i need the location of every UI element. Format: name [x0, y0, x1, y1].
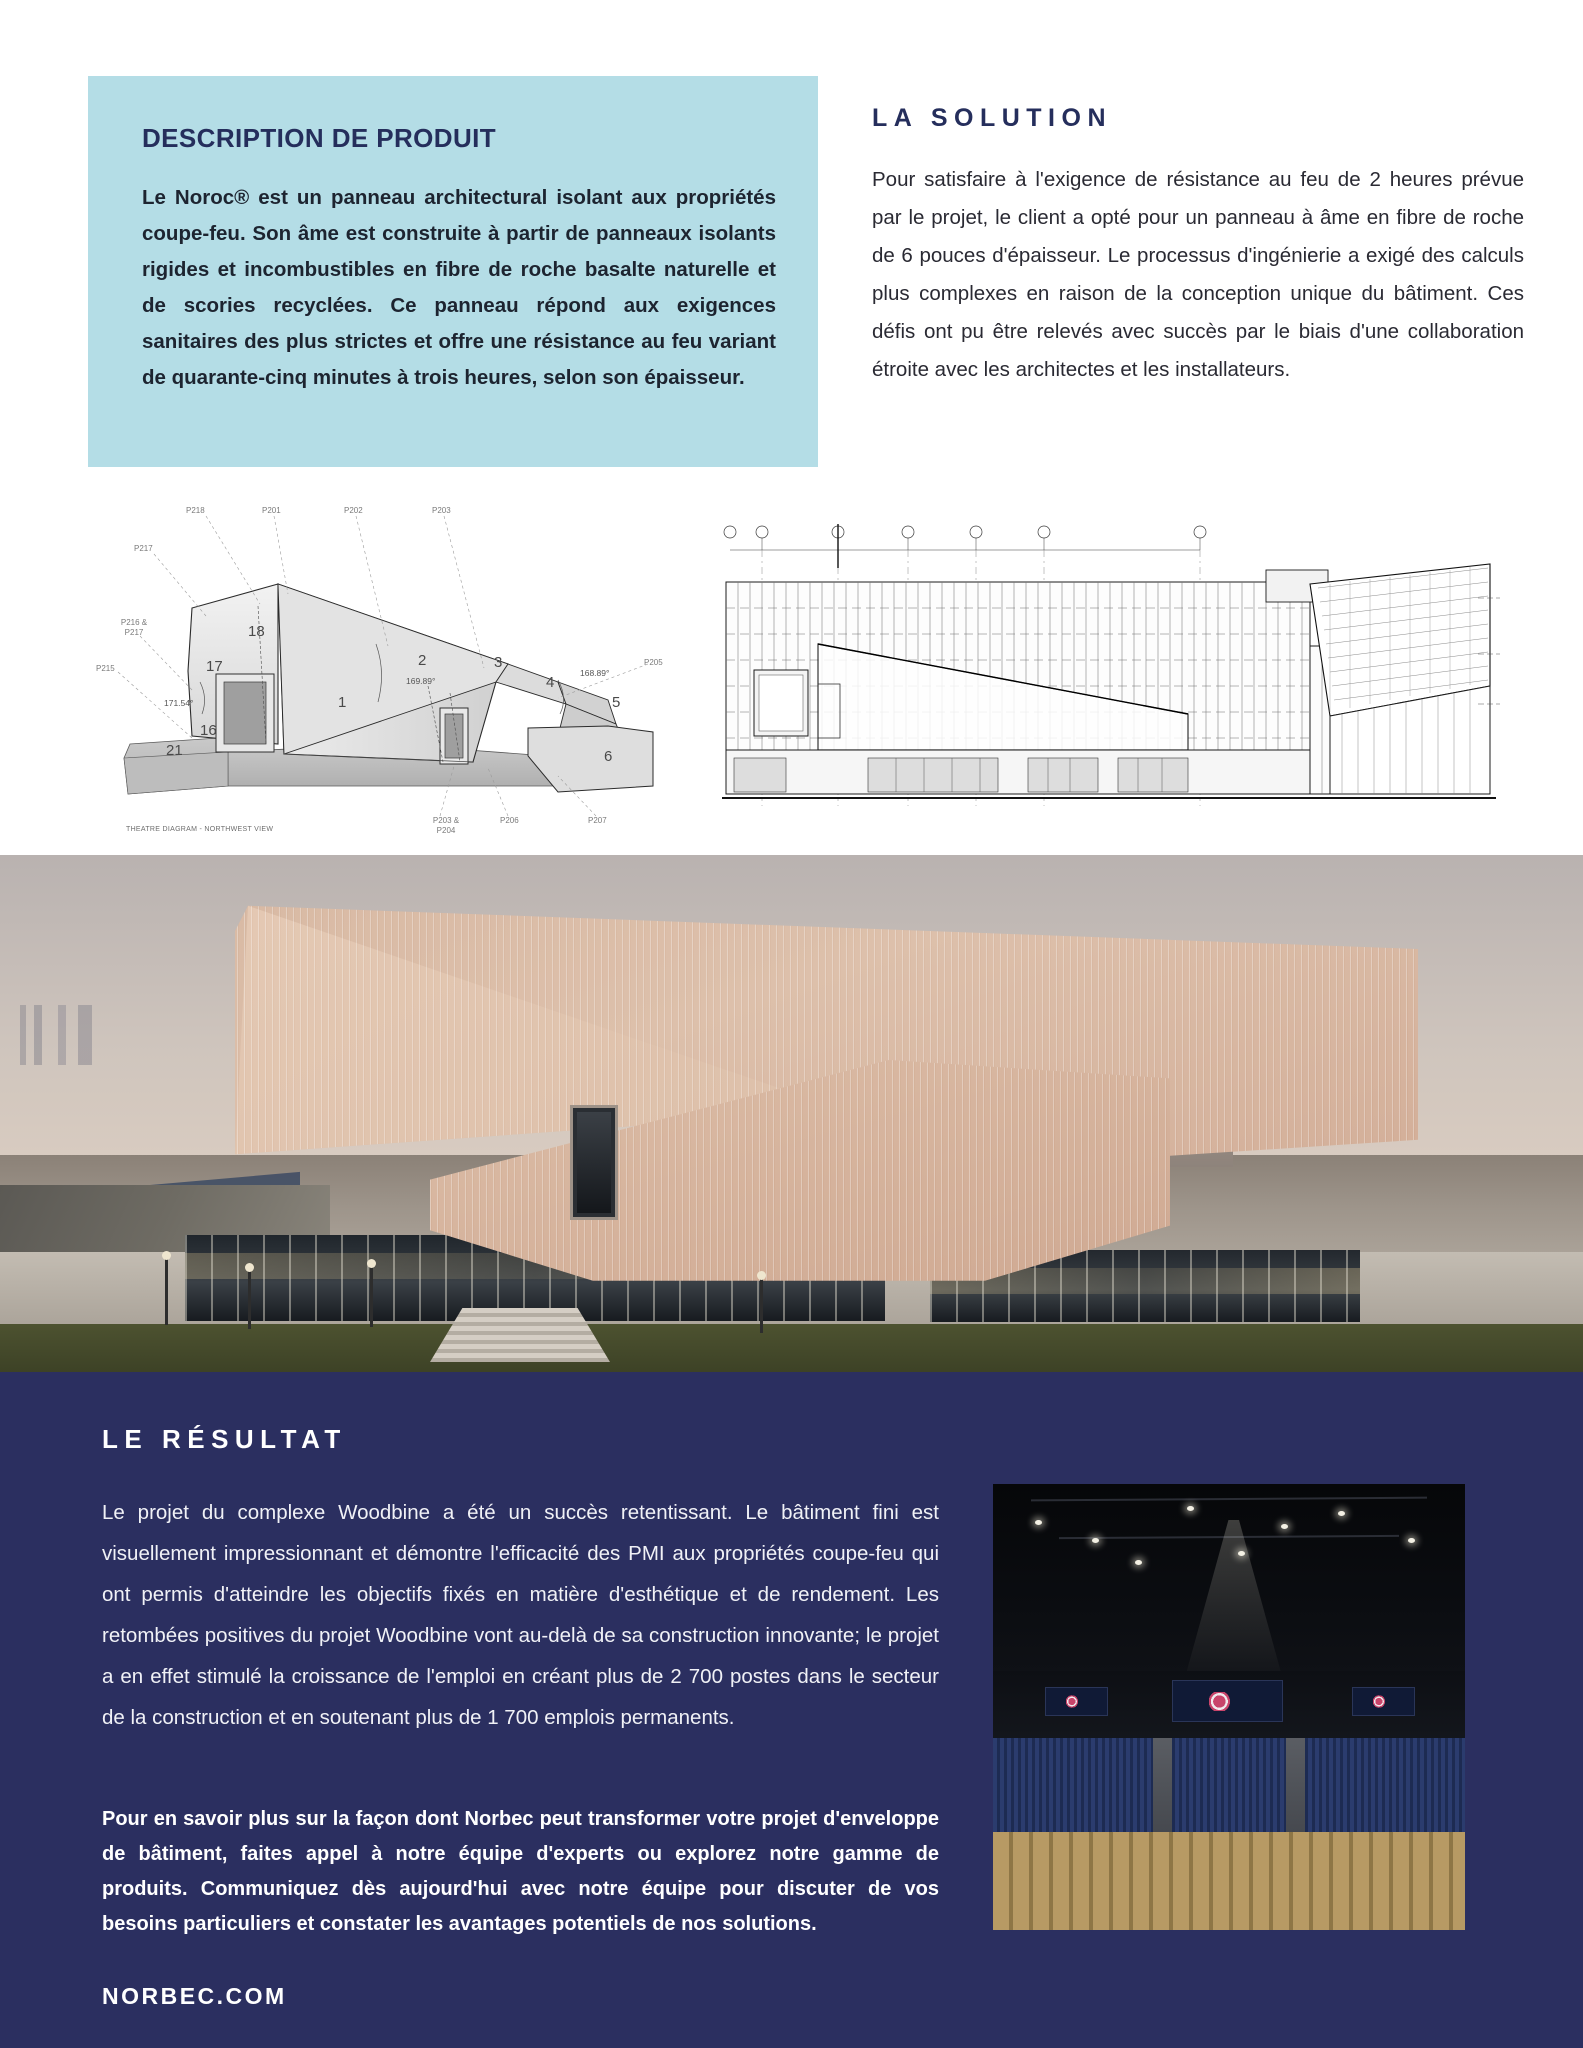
callout-p203-p204: P203 & P204: [432, 816, 460, 835]
face-18: 18: [248, 623, 265, 640]
lamppost: [370, 1263, 373, 1327]
lamppost: [760, 1275, 763, 1333]
face-2: 2: [418, 652, 427, 669]
callout-p215: P215: [96, 664, 115, 673]
recessed-window-slot: [570, 1105, 618, 1220]
face-17: 17: [206, 658, 223, 675]
ceiling-spotlight: [1092, 1538, 1099, 1543]
theatre-seats-blue: [993, 1738, 1465, 1841]
technical-drawings-row: [0, 478, 1583, 855]
callout-p202: P202: [344, 506, 363, 515]
face-3: 3: [494, 654, 503, 671]
callout-p218: P218: [186, 506, 205, 515]
side-screen-left: [1045, 1687, 1108, 1716]
face-1: 1: [338, 694, 347, 711]
description-body: Le Noroc® est un panneau architectural isolant aux propriétés coupe-feu. Son âme est construite à partir de panneaux isolants rigides et incombustibles en fibre de roche basalte naturelle et de scories recyclées. Ce panneau répond aux exigences sanitaires des plus strictes et offre une résistance au feu variant de quarante-cinq minutes à trois heures, selon son épaisseur.: [142, 186, 776, 389]
face-16: 16: [200, 722, 217, 739]
ceiling-spotlight: [1408, 1538, 1415, 1543]
elevation-svg: [718, 518, 1500, 808]
result-paragraph-1: Le projet du complexe Woodbine a été un succès retentissant. Le bâtiment fini est visuellement impressionnant et démontre l'efficacité des PMI aux propriétés coupe-feu qui ont permis d'atteindre les objectifs fixés en matière d'esthétique et de rendement. Les retombées positives du projet Woodbine vont au-delà de sa construction innovante; le projet a en effet stimulé la croissance de l'emploi en créant plus de 2 700 postes dans le secteur de la construction et en soutenant plus de 1 700 emplois permanents.: [102, 1501, 939, 1729]
angle-171: 171.54°: [164, 698, 194, 708]
website-link[interactable]: NORBEC.COM: [102, 1983, 287, 2009]
ceiling-spotlight: [1338, 1511, 1345, 1516]
solution-title: LA SOLUTION: [872, 104, 1113, 132]
side-screen-logo-icon: [1066, 1695, 1087, 1708]
theatre-aisle-left: [1153, 1738, 1172, 1841]
theatre-diagram-svg: [88, 486, 688, 846]
angle-168: 168.89°: [580, 668, 610, 678]
theatre-diagram-caption: THEATRE DIAGRAM - NORTHWEST VIEW: [126, 826, 274, 833]
callout-p206: P206: [500, 816, 519, 825]
stage-screen-logo-icon: [1209, 1692, 1246, 1711]
lamp-head-icon: [757, 1271, 766, 1280]
side-screen-right: [1352, 1687, 1415, 1716]
description-panel: [88, 76, 818, 467]
ceiling-spotlight: [1135, 1560, 1142, 1565]
theatre-interior-photo: [993, 1484, 1465, 1930]
solution-panel: [872, 104, 1524, 389]
main-stage-screen: [1172, 1680, 1283, 1722]
face-4: 4: [546, 674, 555, 691]
result-paragraph-2: Pour en savoir plus sur la façon dont Norbec peut transformer votre projet d'enveloppe de bâtiment, faites appel à notre équipe d'experts ou explorez notre gamme de produits. Communiquez dès aujourd'hui avec notre équipe pour discuter de vos besoins particuliers et constater les avantages potentiels de nos solutions.: [102, 1808, 939, 1935]
building-elevation-diagram: [718, 518, 1500, 808]
lamppost: [248, 1267, 251, 1329]
callout-p203: P203: [432, 506, 451, 515]
ceiling-spotlight: [1187, 1506, 1194, 1511]
theatre-diagram: [88, 486, 688, 846]
lamp-head-icon: [245, 1263, 254, 1272]
landscaping-grass: [0, 1324, 1583, 1372]
callout-p217: P217: [134, 544, 153, 553]
callout-p216-p217: P216 & P217: [120, 618, 148, 637]
face-21: 21: [166, 742, 183, 759]
callout-p201: P201: [262, 506, 281, 515]
theatre-seats-gold: [993, 1832, 1465, 1930]
lamp-head-icon: [162, 1251, 171, 1260]
face-5: 5: [612, 694, 621, 711]
callout-p207: P207: [588, 816, 607, 825]
building-photo: [0, 855, 1583, 1372]
lamppost: [165, 1255, 168, 1325]
callout-p205: P205: [644, 658, 663, 667]
angle-169: 169.89°: [406, 676, 436, 686]
solution-body: Pour satisfaire à l'exigence de résistance au feu de 2 heures prévue par le projet, le client a opté pour un panneau à âme en fibre de roche de 6 pouces d'épaisseur. Le processus d'ingénierie a exigé des calculs plus complexes en raison de la conception unique du bâtiment. Ces défis ont pu être relevés avec succès par le biais d'une collaboration étroite avec les architectes et les installateurs.: [872, 168, 1524, 381]
lamp-head-icon: [367, 1259, 376, 1268]
face-6: 6: [604, 748, 613, 765]
side-screen-logo-icon: [1373, 1695, 1394, 1708]
theatre-aisle-right: [1286, 1738, 1305, 1841]
description-title: DESCRIPTION DE PRODUIT: [142, 123, 497, 153]
result-title: LE RÉSULTAT: [102, 1424, 347, 1454]
